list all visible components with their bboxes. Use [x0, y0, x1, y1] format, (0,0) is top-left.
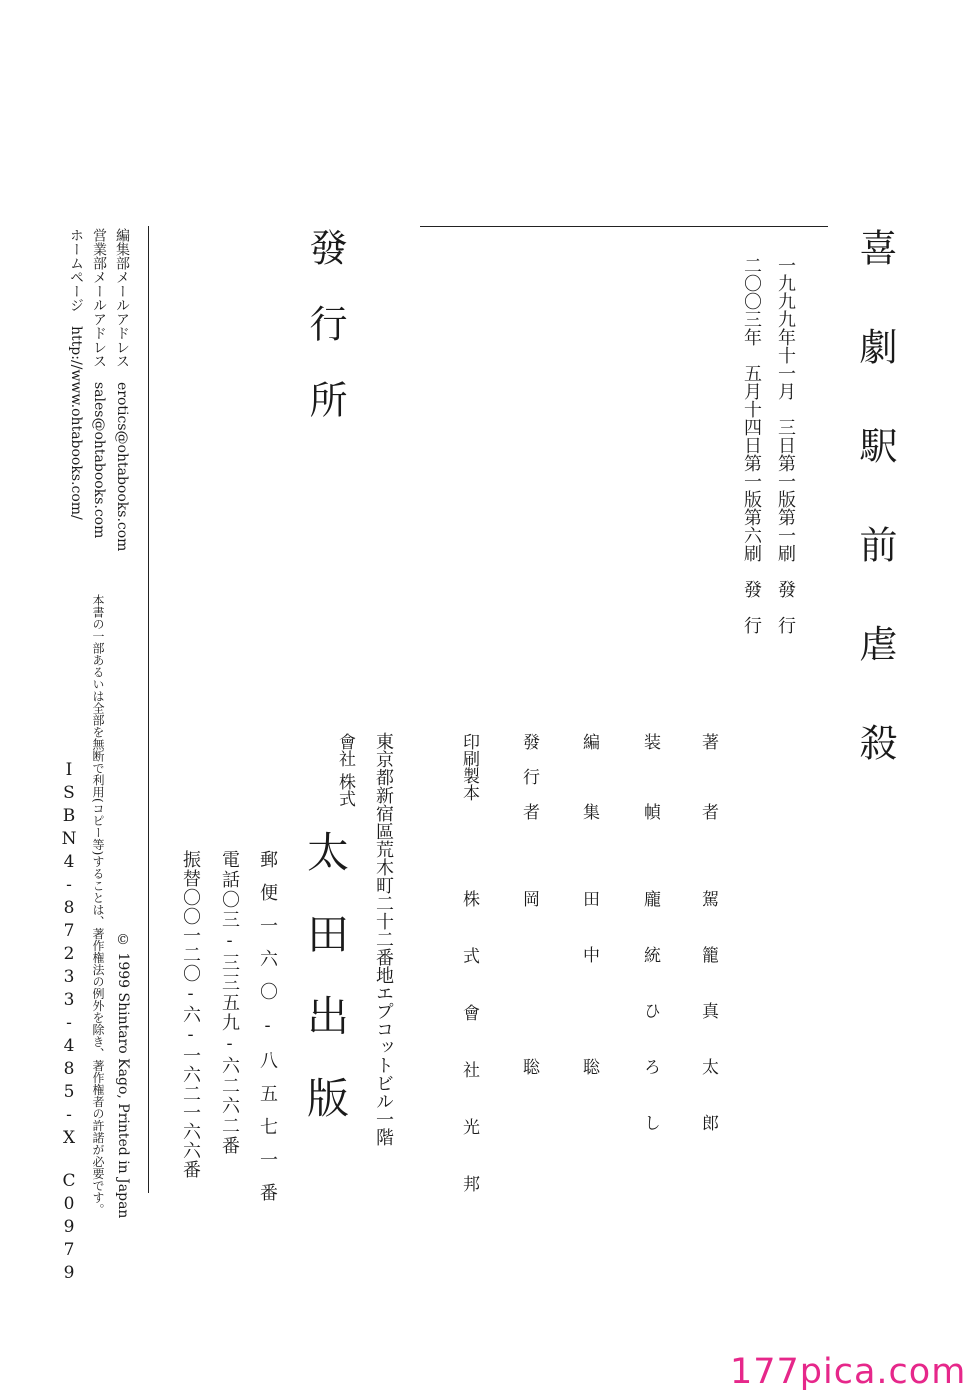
isbn-code: ISBN4-87233-485-X C0979	[59, 760, 79, 1286]
legal-notice: 本書の一部あるいは全部を無断で利用(コピー等)することは、著作権法の例外を除き、著作権者の許諾が必要です。	[91, 594, 105, 1216]
vertical-rule	[148, 226, 149, 1193]
publisher-name: 太田出版	[301, 830, 350, 1158]
credit-name-author: 駕籠真太郎	[698, 890, 718, 1170]
site-watermark: 177pica.com	[730, 1352, 966, 1392]
credit-role-printer: 印刷製本	[459, 733, 479, 801]
first-edition-date: 一九九九年十一月 三日第一版第一刷 發 行	[775, 256, 796, 634]
book-title: 喜劇駅前虐殺	[853, 228, 897, 822]
transfer-account: 振替〇〇一二〇-六-一六二一六六番	[180, 850, 201, 1179]
credit-name-design: 龐統ひろし	[640, 890, 660, 1170]
latest-printing-date: 二〇〇三年 五月十四日第一版第六刷 發 行	[741, 256, 762, 634]
credit-role-design: 装 幀	[640, 733, 660, 838]
credit-role-author: 著 者	[698, 733, 718, 838]
postal-number: 郵便一六〇-八五七一番	[257, 850, 278, 1216]
company-type-line-1: 株式	[335, 773, 355, 807]
sales-email: 営業部メールアドレス sales@ohtabooks.com	[91, 228, 107, 539]
credit-name-issuer: 岡 聡	[519, 890, 539, 1114]
credit-role-issuer: 發行者	[519, 733, 539, 838]
credit-name-printer: 株式會社光邦	[459, 890, 479, 1232]
publisher-address: 東京都新宿區荒木町二十二番地エプコットビル一階	[373, 732, 394, 1146]
publisher-heading: 發行所	[303, 228, 347, 456]
editorial-email: 編集部メールアドレス erotics@ohtabooks.com	[114, 228, 130, 552]
top-rule	[420, 226, 828, 227]
credit-role-editor: 編 集	[579, 733, 599, 838]
homepage-url: ホームページ http://www.ohtabooks.com/	[68, 228, 84, 520]
company-type	[303, 733, 353, 807]
company-type-line-2: 會社	[335, 733, 355, 767]
credit-name-editor: 田中 聡	[579, 890, 599, 1114]
phone-number: 電話〇三-三三五九-六二六二番	[219, 850, 240, 1156]
copyright-line: © 1999 Shintaro Kago, Printed in Japan	[115, 932, 131, 1219]
